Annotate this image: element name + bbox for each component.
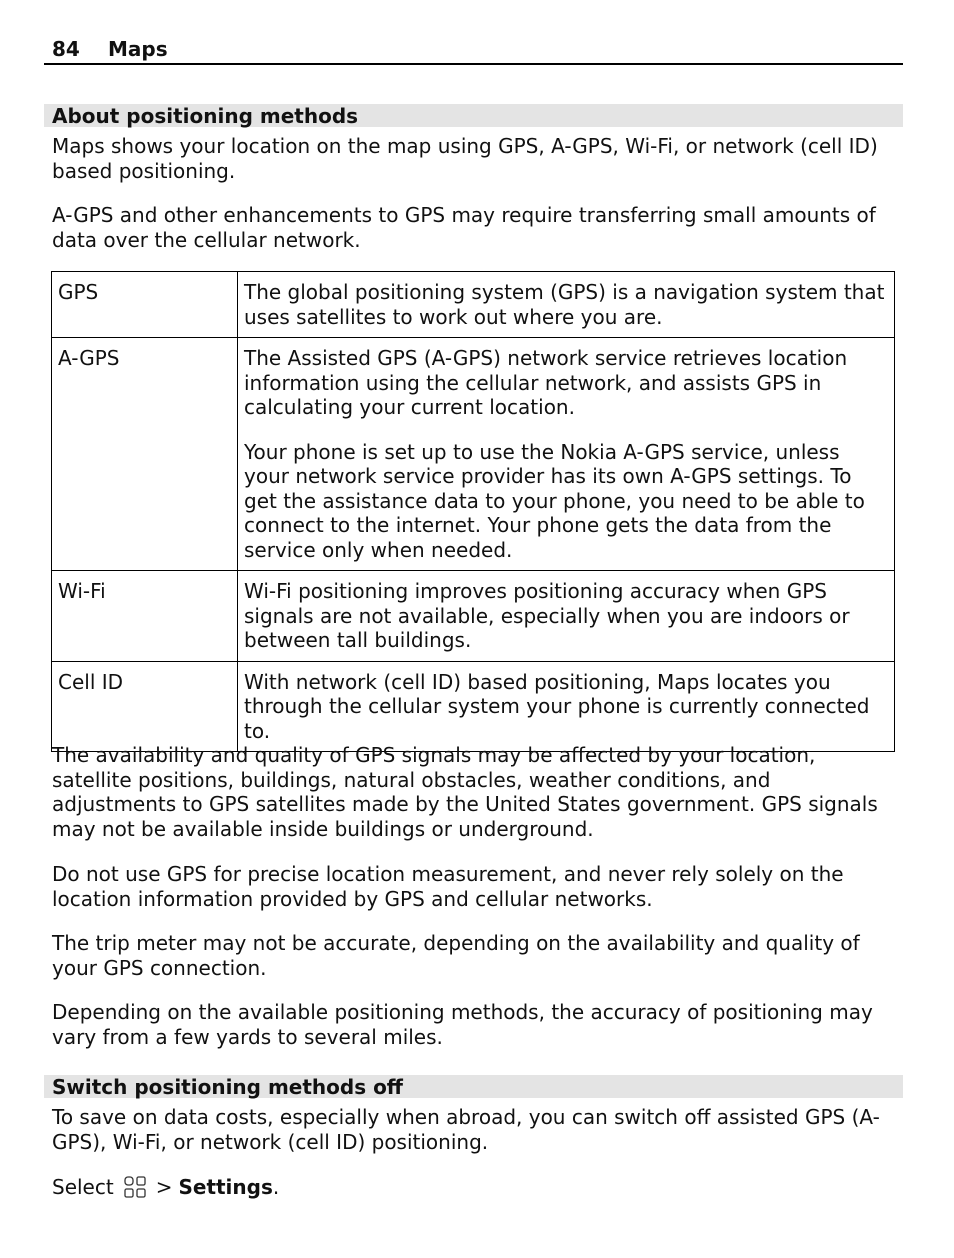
section-heading-switch-off: Switch positioning methods off xyxy=(44,1075,903,1098)
table-row xyxy=(52,338,895,571)
select-text: Select xyxy=(52,1174,114,1199)
select-settings-instruction xyxy=(52,1173,898,1201)
chapter-title: Maps xyxy=(108,37,168,61)
description-paragraph: Your phone is set up to use the Nokia A-GPS service, unless your network service provider has its own A-GPS settings. To get the assistance data to your phone, you need to be able to connect to the internet. Your phone gets the data from the service only when needed. xyxy=(244,439,865,562)
method-term: Wi-Fi xyxy=(52,571,238,662)
method-description xyxy=(238,272,895,338)
method-term: A-GPS xyxy=(52,338,238,571)
positioning-methods-table xyxy=(51,271,895,752)
settings-label: Settings xyxy=(178,1174,273,1199)
table-row xyxy=(52,571,895,662)
page-header xyxy=(44,36,903,65)
accuracy-paragraph: Depending on the available positioning methods, the accuracy of positioning may vary from a few yards to several miles. xyxy=(52,1000,873,1049)
agps-data-paragraph: A-GPS and other enhancements to GPS may require transferring small amounts of data over the cellular network. xyxy=(52,203,876,252)
sentence-period: . xyxy=(272,1174,280,1199)
method-term: Cell ID xyxy=(52,661,238,752)
intro-paragraph: Maps shows your location on the map using GPS, A-GPS, Wi-Fi, or network (cell ID) based positioning. xyxy=(52,134,878,183)
apps-menu-icon xyxy=(122,1174,148,1200)
method-description xyxy=(238,338,895,571)
section-heading-about-positioning: About positioning methods xyxy=(44,104,903,127)
trip-meter-paragraph: The trip meter may not be accurate, depending on the availability and quality of your GPS connection. xyxy=(52,931,860,980)
method-term: GPS xyxy=(52,272,238,338)
description-paragraph: Wi-Fi positioning improves positioning accuracy when GPS signals are not available, especially when you are indoors or between tall buildings. xyxy=(244,579,850,652)
description-paragraph: With network (cell ID) based positioning, Maps locates you through the cellular system your phone is currently connected to. xyxy=(244,669,870,743)
table-row xyxy=(52,661,895,752)
gps-precision-warning-paragraph: Do not use GPS for precise location measurement, and never rely solely on the location information provided by GPS and cellular networks. xyxy=(52,862,844,911)
table-row xyxy=(52,272,895,338)
page-number: 84 xyxy=(52,37,80,61)
method-description xyxy=(238,571,895,662)
description-paragraph: The Assisted GPS (A-GPS) network service retrieves location information using the cellular network, and assists GPS in calculating your current location. xyxy=(244,346,848,419)
data-costs-paragraph: To save on data costs, especially when abroad, you can switch off assisted GPS (A-GPS), Wi-Fi, or network (cell ID) positioning. xyxy=(52,1105,880,1154)
description-paragraph: The global positioning system (GPS) is a navigation system that uses satellites to work out where you are. xyxy=(244,280,885,329)
method-description xyxy=(238,661,895,752)
gps-availability-paragraph: The availability and quality of GPS signals may be affected by your location, satellite positions, buildings, natural obstacles, weather conditions, and adjustments to GPS satellites made by the United States government. GPS signals may not be available inside buildings or underground. xyxy=(52,743,878,841)
path-separator: > xyxy=(155,1174,173,1199)
